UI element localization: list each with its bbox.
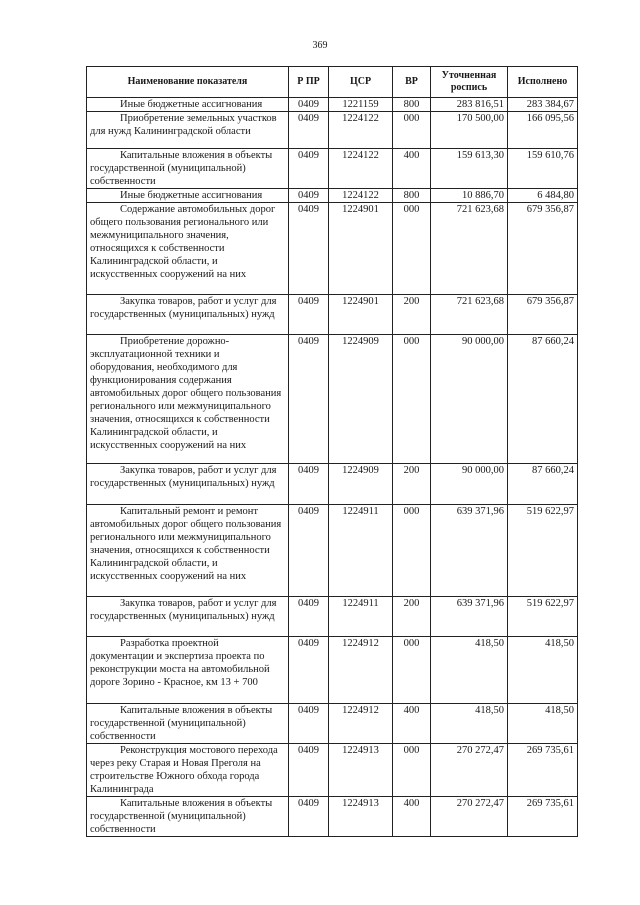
cell-plan: 90 000,00 — [431, 335, 508, 464]
table-header-row — [87, 67, 578, 98]
cell-plan: 418,50 — [431, 704, 508, 744]
cell-plan: 270 272,47 — [431, 744, 508, 797]
cell-done: 418,50 — [508, 637, 578, 704]
cell-done: 679 356,87 — [508, 203, 578, 295]
cell-plan: 10 886,70 — [431, 189, 508, 203]
cell-rpr: 0409 — [289, 295, 329, 335]
cell-csr: 1224913 — [329, 744, 393, 797]
cell-plan: 639 371,96 — [431, 597, 508, 637]
table-row — [87, 203, 578, 295]
cell-done: 87 660,24 — [508, 335, 578, 464]
cell-done: 679 356,87 — [508, 295, 578, 335]
cell-name: Иные бюджетные ассигнования — [87, 98, 289, 112]
table-row — [87, 704, 578, 744]
cell-vr: 200 — [393, 295, 431, 335]
cell-done: 418,50 — [508, 704, 578, 744]
cell-done: 283 384,67 — [508, 98, 578, 112]
table-row — [87, 295, 578, 335]
table-row — [87, 637, 578, 704]
cell-rpr: 0409 — [289, 797, 329, 837]
header-vr: ВР — [393, 67, 431, 98]
cell-done: 6 484,80 — [508, 189, 578, 203]
cell-rpr: 0409 — [289, 98, 329, 112]
cell-plan: 170 500,00 — [431, 112, 508, 149]
cell-vr: 800 — [393, 189, 431, 203]
header-csr: ЦСР — [329, 67, 393, 98]
table-body — [87, 98, 578, 837]
table-row — [87, 189, 578, 203]
cell-plan: 159 613,30 — [431, 149, 508, 189]
table-row — [87, 797, 578, 837]
table-row — [87, 597, 578, 637]
cell-name: Закупка товаров, работ и услуг для государственных (муниципальных) нужд — [87, 464, 289, 505]
cell-rpr: 0409 — [289, 744, 329, 797]
cell-csr: 1224122 — [329, 112, 393, 149]
cell-done: 166 095,56 — [508, 112, 578, 149]
cell-csr: 1224911 — [329, 597, 393, 637]
cell-vr: 000 — [393, 744, 431, 797]
cell-name: Разработка проектной документации и экспертиза проекта по реконструкции моста на автомобильной дороге Зорино - Красное, км 13 + 700 — [87, 637, 289, 704]
header-name: Наименование показателя — [87, 67, 289, 98]
cell-name: Закупка товаров, работ и услуг для государственных (муниципальных) нужд — [87, 597, 289, 637]
cell-plan: 721 623,68 — [431, 203, 508, 295]
cell-csr: 1224122 — [329, 189, 393, 203]
cell-vr: 400 — [393, 149, 431, 189]
cell-done: 519 622,97 — [508, 597, 578, 637]
table-row — [87, 744, 578, 797]
cell-vr: 400 — [393, 797, 431, 837]
table-row — [87, 335, 578, 464]
cell-rpr: 0409 — [289, 704, 329, 744]
cell-rpr: 0409 — [289, 112, 329, 149]
table-row — [87, 464, 578, 505]
cell-name: Капитальные вложения в объекты государственной (муниципальной) собственности — [87, 797, 289, 837]
cell-plan: 639 371,96 — [431, 505, 508, 597]
cell-csr: 1221159 — [329, 98, 393, 112]
header-rpr: Р ПР — [289, 67, 329, 98]
cell-name: Иные бюджетные ассигнования — [87, 189, 289, 203]
cell-plan: 270 272,47 — [431, 797, 508, 837]
cell-name: Содержание автомобильных дорог общего пользования регионального или межмуниципального значения, относящихся к собственности Калининградской области, и искусственных сооружений на них — [87, 203, 289, 295]
cell-rpr: 0409 — [289, 189, 329, 203]
cell-name: Капитальные вложения в объекты государственной (муниципальной) собственности — [87, 704, 289, 744]
table-row — [87, 149, 578, 189]
cell-csr: 1224901 — [329, 295, 393, 335]
cell-done: 87 660,24 — [508, 464, 578, 505]
cell-rpr: 0409 — [289, 505, 329, 597]
cell-csr: 1224913 — [329, 797, 393, 837]
cell-name: Реконструкция мостового перехода через реку Старая и Новая Преголя на строительстве Южного обхода города Калининграда — [87, 744, 289, 797]
cell-plan: 283 816,51 — [431, 98, 508, 112]
cell-name: Приобретение дорожно-эксплуатационной техники и оборудования, необходимого для функционирования содержания автомобильных дорог общего пользования регионального или межмуниципального значения, относящихся к собственности Калининградской области, и искусственных сооружений на них — [87, 335, 289, 464]
cell-vr: 000 — [393, 637, 431, 704]
cell-rpr: 0409 — [289, 464, 329, 505]
cell-vr: 400 — [393, 704, 431, 744]
cell-csr: 1224912 — [329, 704, 393, 744]
table-row — [87, 98, 578, 112]
cell-rpr: 0409 — [289, 597, 329, 637]
cell-csr: 1224901 — [329, 203, 393, 295]
header-plan: Уточненная роспись — [431, 67, 508, 98]
cell-vr: 800 — [393, 98, 431, 112]
cell-name: Капитальные вложения в объекты государственной (муниципальной) собственности — [87, 149, 289, 189]
cell-csr: 1224909 — [329, 464, 393, 505]
budget-table — [86, 66, 578, 837]
cell-rpr: 0409 — [289, 149, 329, 189]
cell-csr: 1224909 — [329, 335, 393, 464]
cell-vr: 000 — [393, 335, 431, 464]
cell-plan: 721 623,68 — [431, 295, 508, 335]
cell-done: 519 622,97 — [508, 505, 578, 597]
cell-csr: 1224912 — [329, 637, 393, 704]
cell-name: Приобретение земельных участков для нужд Калининградской области — [87, 112, 289, 149]
cell-vr: 000 — [393, 203, 431, 295]
cell-plan: 90 000,00 — [431, 464, 508, 505]
cell-rpr: 0409 — [289, 335, 329, 464]
header-done: Исполнено — [508, 67, 578, 98]
table-row — [87, 505, 578, 597]
cell-vr: 200 — [393, 597, 431, 637]
cell-vr: 000 — [393, 112, 431, 149]
cell-rpr: 0409 — [289, 203, 329, 295]
cell-vr: 200 — [393, 464, 431, 505]
cell-done: 159 610,76 — [508, 149, 578, 189]
cell-name: Капитальный ремонт и ремонт автомобильных дорог общего пользования регионального или межмуниципального значения, относящихся к собственности Калининградской области, и искусственных сооружений на них — [87, 505, 289, 597]
cell-name: Закупка товаров, работ и услуг для государственных (муниципальных) нужд — [87, 295, 289, 335]
cell-done: 269 735,61 — [508, 797, 578, 837]
table-row — [87, 112, 578, 149]
cell-plan: 418,50 — [431, 637, 508, 704]
cell-vr: 000 — [393, 505, 431, 597]
page-number: 369 — [312, 40, 328, 51]
cell-csr: 1224122 — [329, 149, 393, 189]
cell-done: 269 735,61 — [508, 744, 578, 797]
cell-csr: 1224911 — [329, 505, 393, 597]
cell-rpr: 0409 — [289, 637, 329, 704]
